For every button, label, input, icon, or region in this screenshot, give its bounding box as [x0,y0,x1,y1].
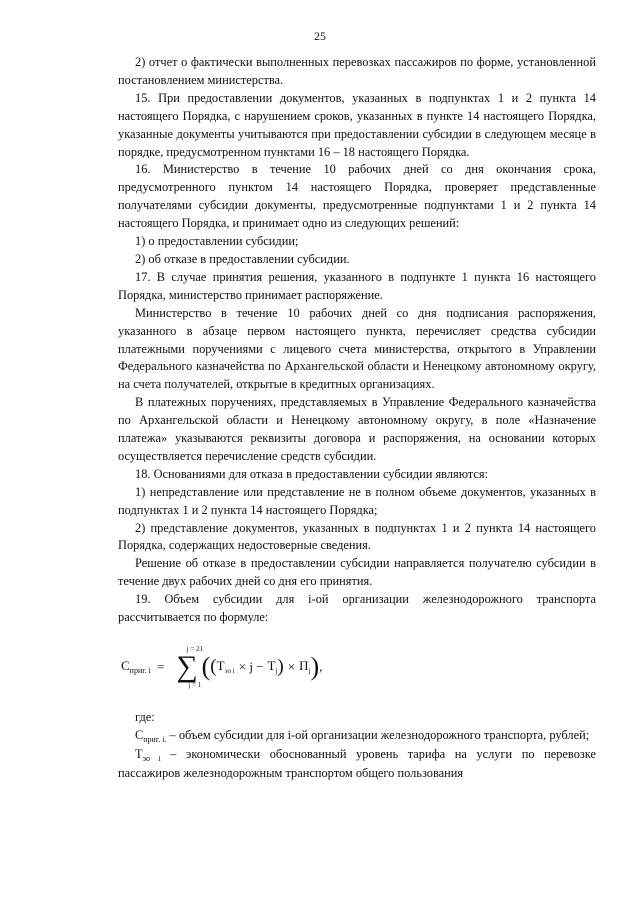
paragraph: 1) непредставление или представление не в полном объеме документов, указанных в подпунктах 1 и 2 пункта 14 настоящего Порядка; [118,484,596,517]
sum-upper-limit: j = 21 [186,645,204,653]
paragraph: 18. Основаниями для отказа в предоставлении субсидии являются: [135,466,489,481]
paragraph: 16. Министерство в течение 10 рабочих дней со дня окончания срока, предусмотренного пунктом 14 настоящего Порядка, проверяет представленные получателями субсидии документы, предусмотренные подпунктами 1 и 2 пункта 14 настоящего Порядка, и принимает одно из следующих решений: [118,162,596,231]
paragraph: В платежных поручениях, представляемых в Управление Федерального казначейства по Архангельской области и Ненецкому автономному округу, в поле «Назначение платежа» указываются реквизиты договора и распоряжения, на основании которых осуществляется перечисление средств субсидии. [118,395,596,463]
close-paren: ) [277,656,284,677]
formula-lhs: $С_{приг. i}$ [121,658,151,676]
formula-summation [176,645,204,689]
document-body [118,54,596,783]
formula-trailing-comma: , [319,659,323,675]
definition-item: $Т_{эо i}$ – экономически обоснованный уровень тарифа на услуги по перевозке пассажиров железнодорожным транспортом общего пользования [118,746,597,780]
times-sign: × [287,659,296,675]
paragraph: 17. В случае принятия решения, указанного в подпункте 1 пункта 16 настоящего Порядка, министерство принимает распоряжение. [118,269,596,302]
paragraph: Решение об отказе в предоставлении субсидии направляется получателю субсидии в течение двух рабочих дней со дня его принятия. [118,556,596,589]
paragraph: 2) представление документов, указанных в подпунктах 1 и 2 пункта 14 настоящего Порядка, содержащих недостоверные сведения. [118,520,596,553]
paragraph: Министерство в течение 10 рабочих дней со дня подписания распоряжения, указанного в абзаце первом настоящего пункта, перечисляет средства субсидии платежными поручениями с лицевого счета министерства, открытого в Управлении Федерального казначейства по Архангельской области и Ненецкому автономному округу, на счета получателей, открытые в кредитных организациях. [118,305,596,392]
page-number: 25 [314,29,326,43]
subsidy-formula [118,637,596,697]
passenger-term: $П_j$ [299,657,311,675]
tariff-term: $Т_{эо i}$ [216,657,235,675]
tariff-j-term: $Т_j$ [267,657,278,675]
paragraph: 19. Объем субсидии для i-ой организации железнодорожного транспорта рассчитывается по формуле: [118,592,596,625]
paragraph: 15. При предоставлении документов, указанных в подпунктах 1 и 2 пункта 14 настоящего Порядка, с нарушением сроков, указанных в пункте 14 настоящего Порядка, указанные документы учитываются при предоставлении субсидии в следующем месяце в порядке, предусмотренном пунктами 16 – 18 настоящего Порядка. [118,90,596,159]
sum-lower-limit: j = 1 [188,681,202,689]
paragraph: 1) о предоставлении субсидии; [135,234,299,249]
where-label: где: [135,710,155,724]
open-paren: ( [201,652,211,681]
close-paren: ) [310,652,320,681]
definition-item: $С_{приг. i.}$ – объем субсидии для i-ой организации железнодорожного транспорта, рублей; [135,727,590,744]
sum-sign: ∑ [176,650,198,683]
formula-equals: = [156,659,165,675]
times-j: × j − [238,659,264,675]
paragraph: 2) об отказе в предоставлении субсидии. [135,251,350,266]
paragraph: 2) отчет о фактически выполненных перевозках пассажиров по форме, установленной постановлением министерства. [118,55,596,87]
open-paren: ( [210,656,217,677]
